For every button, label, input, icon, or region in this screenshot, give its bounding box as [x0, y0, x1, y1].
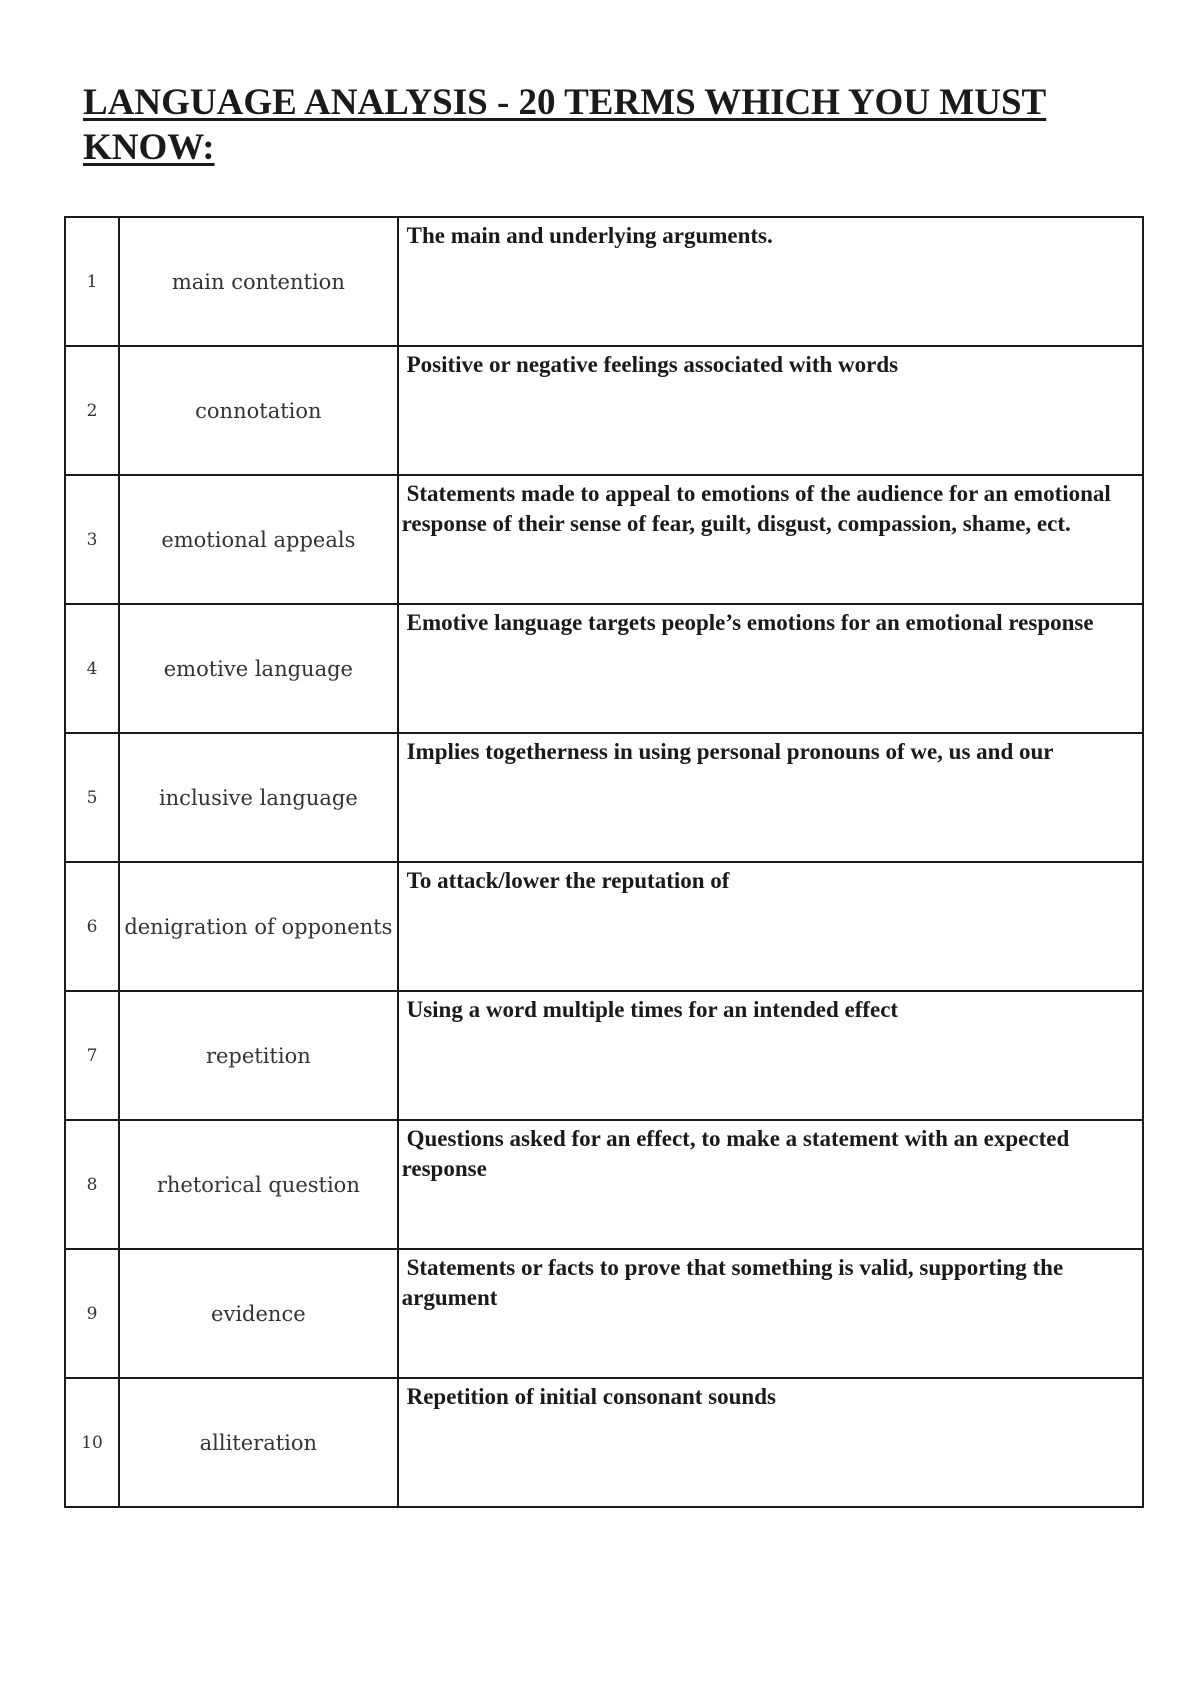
term-definition-cell	[398, 1378, 1143, 1507]
page-title: LANGUAGE ANALYSIS - 20 TERMS WHICH YOU MUST KNOW:	[83, 82, 1047, 168]
term-name: denigration of opponents	[119, 862, 398, 991]
term-name: inclusive language	[119, 733, 398, 862]
table-row	[65, 604, 1143, 733]
term-number: 8	[65, 1120, 119, 1249]
table-row	[65, 217, 1143, 346]
table-row	[65, 475, 1143, 604]
term-number: 2	[65, 346, 119, 475]
term-definition-cell	[398, 475, 1143, 604]
term-definition: Implies togetherness in using personal pronouns of we, us and our	[406, 739, 1054, 764]
table-row	[65, 991, 1143, 1120]
term-definition-cell	[398, 991, 1143, 1120]
term-definition-cell	[398, 1249, 1143, 1378]
term-name: emotional appeals	[119, 475, 398, 604]
term-definition-cell	[398, 862, 1143, 991]
term-definition: Repetition of initial consonant sounds	[406, 1384, 776, 1409]
term-definition: Emotive language targets people’s emotions for an emotional response	[406, 610, 1094, 635]
term-definition-cell	[398, 604, 1143, 733]
terms-table	[64, 216, 1144, 1508]
term-definition: To attack/lower the reputation of	[406, 868, 730, 893]
term-definition-cell	[398, 217, 1143, 346]
term-number: 4	[65, 604, 119, 733]
term-definition: Positive or negative feelings associated with words	[406, 352, 899, 377]
term-definition-cell	[398, 1120, 1143, 1249]
term-definition-cell	[398, 346, 1143, 475]
table-row	[65, 1378, 1143, 1507]
table-row	[65, 733, 1143, 862]
table-row	[65, 1120, 1143, 1249]
term-number: 10	[65, 1378, 119, 1507]
term-number: 9	[65, 1249, 119, 1378]
term-number: 1	[65, 217, 119, 346]
table-row	[65, 862, 1143, 991]
term-number: 5	[65, 733, 119, 862]
term-number: 3	[65, 475, 119, 604]
term-name: connotation	[119, 346, 398, 475]
term-name: main contention	[119, 217, 398, 346]
terms-table-body	[65, 217, 1143, 1507]
term-definition-cell	[398, 733, 1143, 862]
term-number: 6	[65, 862, 119, 991]
term-name: alliteration	[119, 1378, 398, 1507]
term-name: rhetorical question	[119, 1120, 398, 1249]
term-definition: Statements or facts to prove that something is valid, supporting the argument	[401, 1255, 1064, 1310]
term-definition: Questions asked for an effect, to make a statement with an expected response	[401, 1126, 1070, 1181]
table-row	[65, 346, 1143, 475]
term-name: emotive language	[119, 604, 398, 733]
term-definition: Statements made to appeal to emotions of the audience for an emotional response of their sense of fear, guilt, disgust, compassion, shame, ect.	[401, 481, 1111, 536]
term-definition: The main and underlying arguments.	[406, 223, 773, 248]
term-number: 7	[65, 991, 119, 1120]
term-name: repetition	[119, 991, 398, 1120]
term-definition: Using a word multiple times for an intended effect	[406, 997, 899, 1022]
table-row	[65, 1249, 1143, 1378]
term-name: evidence	[119, 1249, 398, 1378]
